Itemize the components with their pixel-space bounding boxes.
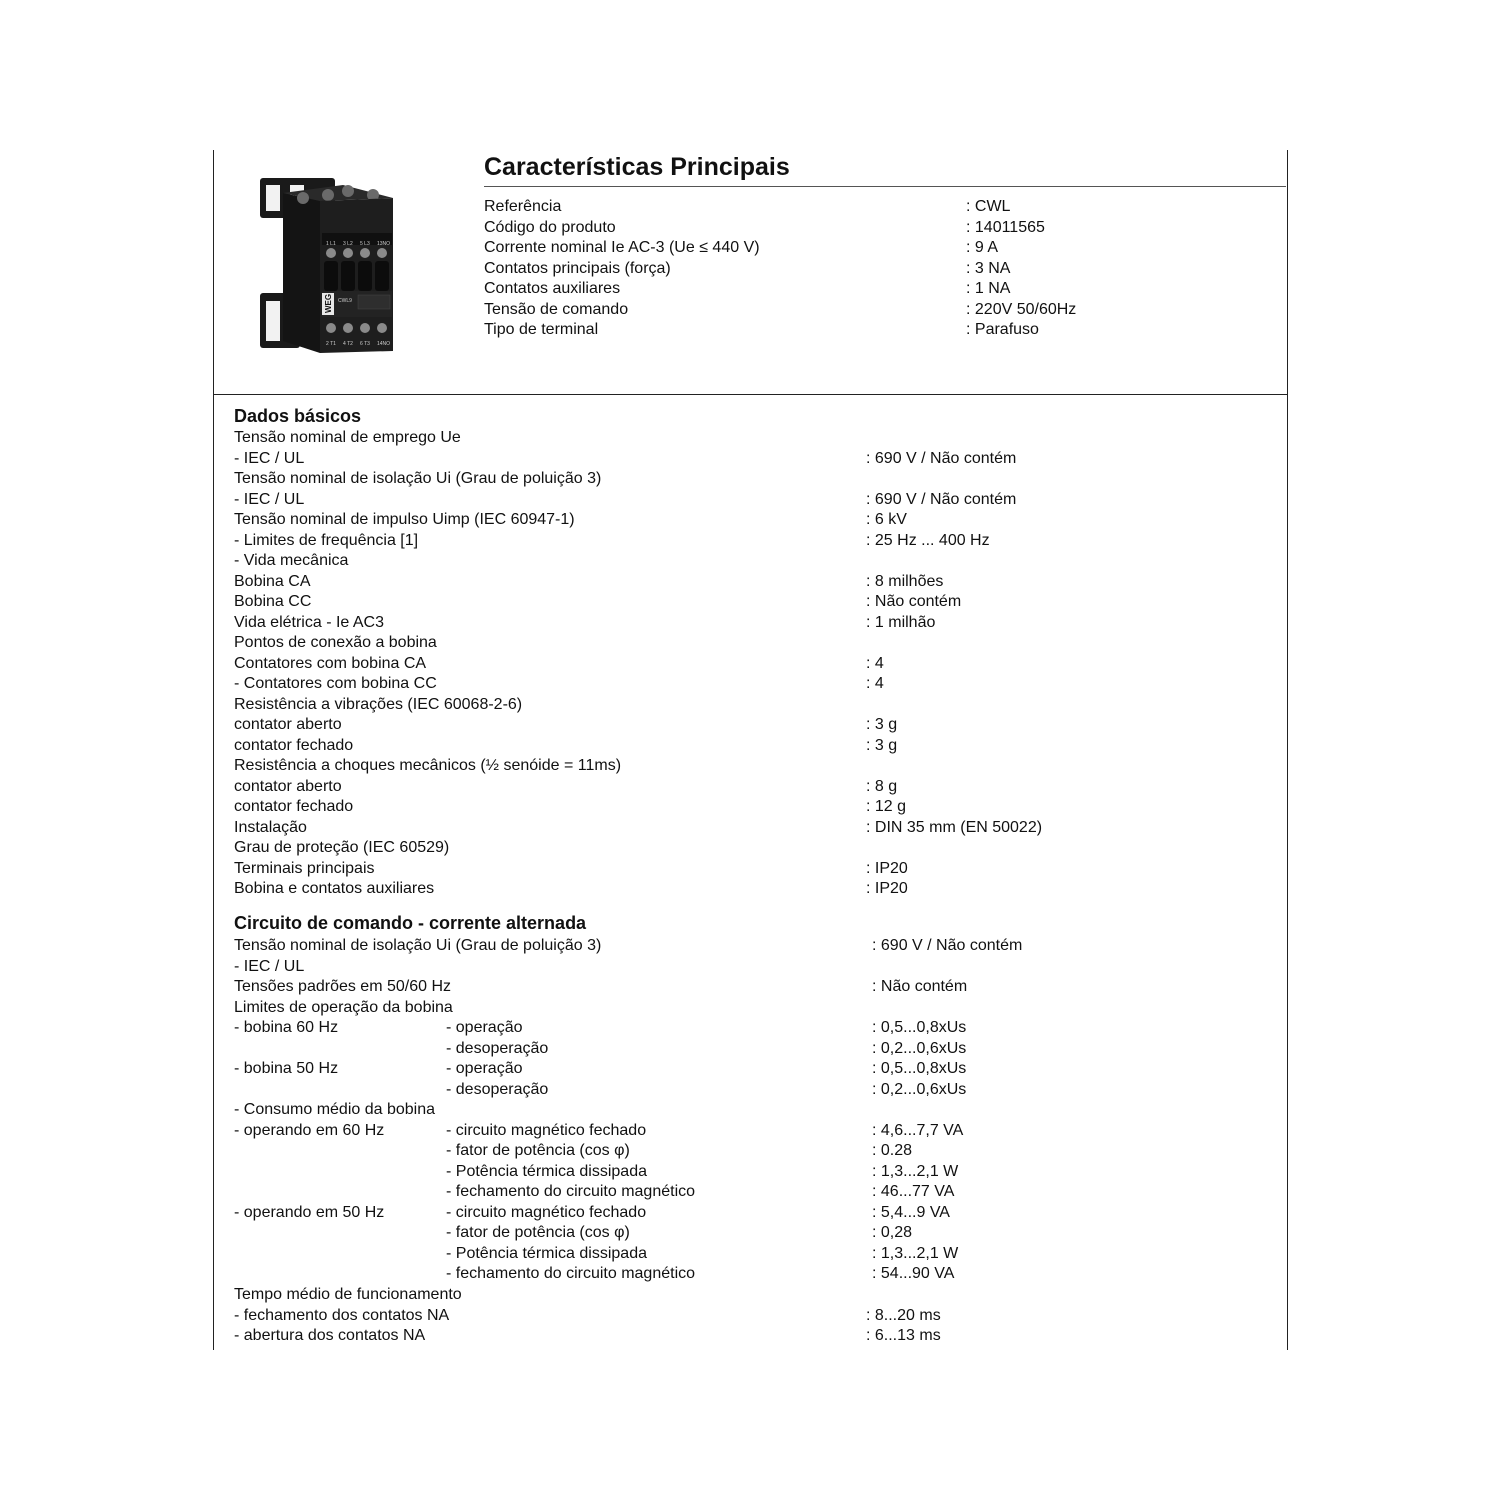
circuito-row-sublabel: - circuito magnético fechado: [446, 1203, 647, 1221]
dados-row-label: Terminais principais: [234, 859, 375, 877]
dados-row-label: contator fechado: [234, 798, 354, 815]
tempo-row-label: - abertura dos contatos NA: [234, 1327, 426, 1344]
circuito-row-sublabel: - Potência térmica dissipada: [446, 1162, 647, 1180]
dados-row-value: : 4: [866, 654, 884, 672]
circuito-row-sublabel: - operação: [446, 1019, 523, 1036]
circuito-row-value: : 0,2...0,6xUs: [872, 1080, 967, 1098]
terminal-label-bottom: 4 T2: [343, 341, 353, 347]
dados-row-label: - IEC / UL: [234, 490, 305, 508]
weg-logo: WEG: [324, 293, 333, 313]
circuito-row-label: - bobina 50 Hz: [234, 1060, 339, 1077]
spec-value: : Parafuso: [966, 321, 1039, 338]
dados-row-label: - IEC / UL: [234, 449, 305, 467]
dados-row-value: : 3 g: [866, 716, 898, 733]
spec-label: Contatos principais (força): [484, 259, 671, 277]
circuito-row-sublabel: - desoperação: [446, 1039, 549, 1057]
dados-row-label: Instalação: [234, 818, 307, 836]
dados-row-value: : DIN 35 mm (EN 50022): [866, 818, 1043, 836]
model-mark: CWL9: [338, 298, 352, 304]
dados-row-label: Vida elétrica - Ie AC3: [234, 613, 385, 631]
circuito-row-label: - operando em 60 Hz: [234, 1121, 385, 1139]
circuito-row-value: : 54...90 VA: [872, 1265, 955, 1282]
circuito-row-label: - bobina 60 Hz: [234, 1019, 339, 1036]
title-underline: [484, 186, 1286, 187]
terminal-label-top: 5 L3: [360, 241, 370, 247]
dados-row-value: : 6 kV: [866, 511, 907, 528]
spec-label: Referência: [484, 198, 562, 215]
terminal-label-bottom: 6 T3: [360, 341, 370, 347]
spec-value: : 9 A: [966, 239, 999, 256]
dados-row-label: - Vida mecânica: [234, 552, 349, 569]
dados-row-label: Bobina CC: [234, 593, 312, 610]
dados-row-value: : 25 Hz ... 400 Hz: [866, 531, 990, 549]
dados-row-label: - Contatores com bobina CC: [234, 675, 437, 692]
circuito-row-value: : 5,4...9 VA: [872, 1203, 950, 1221]
circuito-row-sublabel: - Potência térmica dissipada: [446, 1244, 647, 1262]
circuito-row-sublabel: - circuito magnético fechado: [446, 1121, 647, 1139]
dados-row-label: Resistência a choques mecânicos (½ senóide = 11ms): [234, 757, 622, 774]
dados-row-value: : 1 milhão: [866, 613, 936, 631]
spec-label: Contatos auxiliares: [484, 280, 621, 297]
dados-row-label: contator aberto: [234, 777, 342, 795]
dados-row-label: Resistência a vibrações (IEC 60068-2-6): [234, 695, 523, 713]
circuito-row-value: : 0,2...0,6xUs: [872, 1039, 967, 1057]
dados-row-label: Tensão nominal de emprego Ue: [234, 429, 461, 446]
circuito-row-value: : 690 V / Não contém: [872, 937, 1023, 954]
contactor-product-image: [248, 173, 398, 358]
terminal-label-bottom: 2 T1: [326, 341, 336, 347]
circuito-row-label: - operando em 50 Hz: [234, 1203, 385, 1221]
circuito-row-sublabel: - fechamento do circuito magnético: [446, 1183, 696, 1200]
circuito-row-label: - Consumo médio da bobina: [234, 1101, 436, 1118]
circuito-row-sublabel: - operação: [446, 1060, 523, 1077]
circuito-row-value: : 4,6...7,7 VA: [872, 1121, 964, 1139]
tempo-row-value: : 8...20 ms: [866, 1306, 941, 1324]
dados-row-label: Bobina CA: [234, 572, 311, 590]
circuito-row-value: : 0,5...0,8xUs: [872, 1019, 967, 1036]
dados-row-value: : 8 g: [866, 777, 898, 795]
terminal-label-top: 1 L1: [326, 241, 336, 247]
circuito-row-value: : 46...77 VA: [872, 1183, 955, 1200]
spec-label: Código do produto: [484, 218, 616, 236]
circuito-row-value: : 0,5...0,8xUs: [872, 1060, 967, 1077]
dados-row-value: : 12 g: [866, 798, 907, 815]
dados-row-value: : 690 V / Não contém: [866, 449, 1017, 467]
circuito-row-sublabel: - fechamento do circuito magnético: [446, 1265, 696, 1282]
section-title-circuito: Circuito de comando - corrente alternada: [234, 913, 587, 933]
dados-row-value: : 4: [866, 675, 884, 692]
dados-row-value: : IP20: [866, 859, 908, 877]
spec-label: Tensão de comando: [484, 300, 629, 318]
spec-value: : CWL: [966, 198, 1011, 215]
dados-row-label: Bobina e contatos auxiliares: [234, 880, 435, 897]
circuito-row-label: - IEC / UL: [234, 957, 305, 975]
dados-row-label: Tensão nominal de impulso Uimp (IEC 60947-1): [234, 511, 575, 528]
spec-value: : 220V 50/60Hz: [966, 300, 1077, 318]
terminal-label-top: 3 L2: [343, 241, 353, 247]
tempo-row-label: - fechamento dos contatos NA: [234, 1306, 450, 1324]
dados-row-label: Grau de proteção (IEC 60529): [234, 839, 450, 856]
dados-row-value: : 3 g: [866, 736, 898, 754]
page-title: Características Principais: [484, 153, 790, 181]
circuito-row-label: Limites de operação da bobina: [234, 998, 453, 1016]
dados-row-label: contator aberto: [234, 716, 342, 733]
circuito-row-label: Tensão nominal de isolação Ui (Grau de poluição 3): [234, 937, 602, 954]
spec-label: Corrente nominal Ie AC-3 (Ue ≤ 440 V): [484, 239, 760, 256]
tempo-row-value: : 6...13 ms: [866, 1327, 941, 1344]
dados-row-label: contator fechado: [234, 736, 354, 754]
spec-value: : 14011565: [966, 218, 1045, 236]
terminal-label-bottom: 14NO: [377, 341, 391, 347]
spec-label: Tipo de terminal: [484, 321, 599, 338]
circuito-row-value: : Não contém: [872, 978, 968, 995]
dados-row-label: Tensão nominal de isolação Ui (Grau de poluição 3): [234, 470, 602, 487]
dados-row-label: Contatores com bobina CA: [234, 654, 427, 672]
tempo-row-label: Tempo médio de funcionamento: [234, 1286, 462, 1303]
section-title-dados-basicos: Dados básicos: [234, 406, 362, 426]
spec-value: : 1 NA: [966, 280, 1011, 297]
circuito-row-value: : 1,3...2,1 W: [872, 1244, 959, 1262]
dados-row-value: : IP20: [866, 880, 908, 897]
circuito-row-sublabel: - fator de potência (cos φ): [446, 1142, 630, 1159]
section-divider: [213, 394, 1288, 395]
circuito-row-sublabel: - desoperação: [446, 1080, 549, 1098]
terminal-label-top: 13NO: [377, 241, 391, 247]
dados-row-label: Pontos de conexão a bobina: [234, 634, 437, 651]
dados-row-value: : 8 milhões: [866, 572, 944, 590]
circuito-row-value: : 1,3...2,1 W: [872, 1162, 959, 1180]
circuito-row-value: : 0.28: [872, 1142, 913, 1159]
dados-row-value: : Não contém: [866, 593, 962, 610]
circuito-row-sublabel: - fator de potência (cos φ): [446, 1224, 630, 1241]
dados-row-label: - Limites de frequência [1]: [234, 531, 419, 549]
dados-row-value: : 690 V / Não contém: [866, 490, 1017, 508]
spec-value: : 3 NA: [966, 259, 1011, 277]
circuito-row-value: : 0,28: [872, 1224, 913, 1241]
circuito-row-label: Tensões padrões em 50/60 Hz: [234, 978, 452, 995]
